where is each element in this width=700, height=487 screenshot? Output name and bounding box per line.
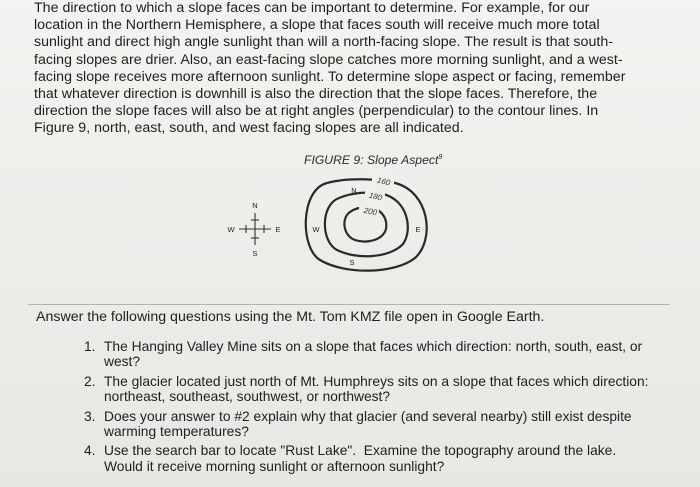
compass-west-label: W [227, 225, 235, 234]
question-text: The glacier located just north of Mt. Humphreys sits on a slope that faces which direction: northeast, southeast, southwest, or northwest? [104, 373, 649, 405]
question-number: 3. [84, 408, 96, 424]
figure-caption [304, 153, 442, 167]
slope-north-label: N [351, 186, 357, 195]
question-number: 1. [84, 339, 96, 354]
question-item [84, 339, 664, 370]
question-list [84, 339, 664, 478]
intro-paragraph: The direction to which a slope faces can be important to determine. For example, for our location in the Northern Hemisphere, a slope that faces south will receive much more total sunlight and direct high angle sunlight than will a north-facing slope. The result is that south- facing slopes are drier. Also, an east-facing slope catches more morning sunlight, and a west- facing slope receives more afternoon sunlight. To determine slope aspect or facing, remember that whatever direction is downhill is also the direction that the slope faces. Therefore, the direction the slope faces will also be at right angles (perpendicular) to the contour lines. In Figure 9, north, east, south, and west facing slopes are all indicated. [34, 0, 626, 137]
question-text: Use the search bar to locate "Rust Lake". Examine the topography around the lake. Would it receive morning sunlight or afternoon sunlight? [104, 443, 617, 474]
slope-east-label: E [415, 225, 421, 234]
contour-line-180 [325, 190, 408, 257]
compass-north-label: N [252, 201, 258, 210]
figure-caption-text: FIGURE 9: Slope Aspect [304, 153, 439, 167]
slope-west-label: W [312, 225, 320, 234]
question-item [84, 374, 664, 405]
contour-label-160: 160 [376, 175, 392, 188]
contour-label-200: 200 [363, 205, 378, 218]
compass-rose [239, 213, 271, 245]
instruction-text: Answer the following questions using the Mt. Tom KMZ file open in Google Earth. [36, 309, 545, 325]
slope-south-label: S [349, 258, 355, 267]
question-text: Does your answer to #2 explain why that glacier (and several nearby) still exist despite warming temperatures? [104, 408, 632, 440]
question-number: 4. [84, 443, 96, 459]
figure-caption-superscript: 9 [438, 153, 443, 161]
section-divider [28, 304, 670, 305]
question-text: The Hanging Valley Mine sits on a slope that faces which direction: north, south, east, or west? [104, 339, 643, 370]
compass-east-label: E [275, 225, 281, 234]
question-number: 2. [84, 373, 96, 389]
question-item [84, 409, 664, 440]
slope-aspect-figure [215, 170, 465, 295]
contour-label-180: 180 [368, 190, 383, 203]
compass-south-label: S [252, 249, 258, 258]
question-item [84, 443, 664, 474]
